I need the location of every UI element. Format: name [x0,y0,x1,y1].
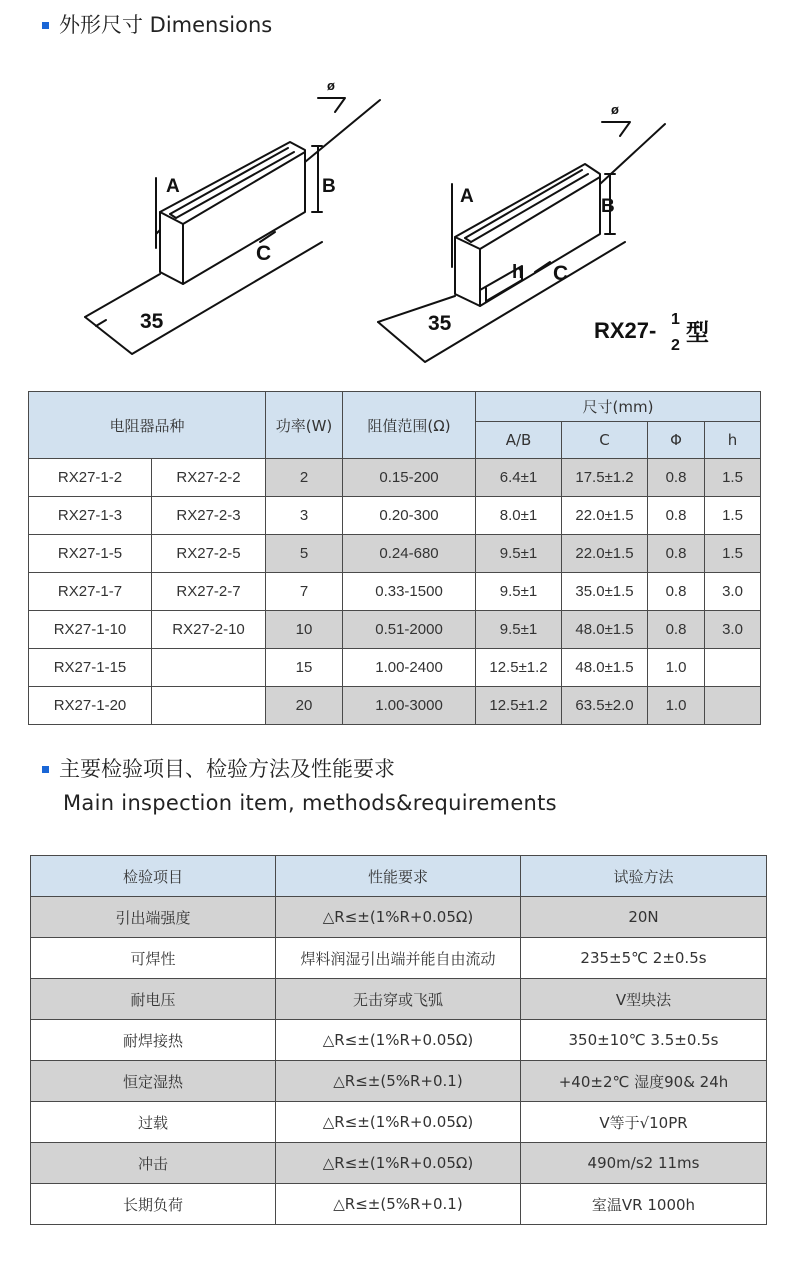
table-row [31,1143,767,1184]
table-row [31,979,767,1020]
c-cell: 48.0±1.5 [562,649,648,687]
table-row [29,459,761,497]
h-cell: 1.5 [705,497,761,535]
header-requirement: 性能要求 [276,856,521,897]
method-cell: 235±5℃ 2±0.5s [521,938,767,979]
table-row [31,1184,767,1225]
table-row [31,1061,767,1102]
section-subtitle: Main inspection item, methods&requirements [63,791,557,815]
label-c-left: C [256,242,272,265]
header-size: 尺寸(mm) [476,392,761,422]
power-cell: 3 [266,497,343,535]
item-cell: 耐焊接热 [31,1020,276,1061]
label-h-right: h [512,262,524,283]
label-a-right: A [460,186,474,207]
phi-cell: 1.0 [648,687,705,725]
model-2: RX27-2-5 [152,535,266,573]
phi-cell: 0.8 [648,459,705,497]
resistor-drawing-left [85,98,380,354]
header-h: h [705,422,761,459]
label-b-right: B [601,196,615,217]
table-row [31,938,767,979]
type-num-top: 1 [671,311,680,328]
range-cell: 0.33-1500 [343,573,476,611]
requirement-cell: △R≤±(1%R+0.05Ω) [276,897,521,938]
table-row [31,1020,767,1061]
model-1: RX27-1-5 [29,535,152,573]
section-heading-inspection [42,754,395,784]
table-row [31,897,767,938]
label-a-left: A [166,176,180,197]
table-row [29,611,761,649]
header-ab: A/B [476,422,562,459]
model-1: RX27-1-10 [29,611,152,649]
header-power: 功率(W) [266,392,343,459]
section-title: 外形尺寸 Dimensions [59,13,273,37]
requirement-cell: △R≤±(5%R+0.1) [276,1061,521,1102]
model-2: RX27-2-2 [152,459,266,497]
dimension-drawing [60,62,740,382]
power-cell: 20 [266,687,343,725]
method-cell: V等于√10PR [521,1102,767,1143]
label-35-left: 35 [140,310,164,333]
power-cell: 7 [266,573,343,611]
phi-cell: 0.8 [648,497,705,535]
inspection-table [30,855,767,1225]
header-item: 检验项目 [31,856,276,897]
h-cell [705,649,761,687]
section-heading-dimensions [42,10,272,40]
method-cell: 350±10℃ 3.5±0.5s [521,1020,767,1061]
label-35-right: 35 [428,312,452,335]
section-title: 主要检验项目、检验方法及性能要求 [59,757,395,781]
table-row [29,649,761,687]
method-cell: 室温VR 1000h [521,1184,767,1225]
model-1: RX27-1-15 [29,649,152,687]
header-resistance: 阻值范围(Ω) [343,392,476,459]
phi-cell: 0.8 [648,535,705,573]
ab-cell: 9.5±1 [476,573,562,611]
requirement-cell: △R≤±(5%R+0.1) [276,1184,521,1225]
range-cell: 1.00-3000 [343,687,476,725]
table-row [29,535,761,573]
ab-cell: 6.4±1 [476,459,562,497]
type-suffix: 型 [686,320,709,346]
label-b-left: B [322,176,336,197]
method-cell: 20N [521,897,767,938]
method-cell: V型块法 [521,979,767,1020]
item-cell: 过载 [31,1102,276,1143]
model-1: RX27-1-3 [29,497,152,535]
model-2 [152,649,266,687]
h-cell: 1.5 [705,535,761,573]
ab-cell: 8.0±1 [476,497,562,535]
model-1: RX27-1-2 [29,459,152,497]
header-c: C [562,422,648,459]
dimensions-table [28,391,761,725]
model-1: RX27-1-7 [29,573,152,611]
table-row [29,497,761,535]
method-cell: 490m/s2 11ms [521,1143,767,1184]
c-cell: 22.0±1.5 [562,535,648,573]
h-cell: 3.0 [705,573,761,611]
model-2: RX27-2-3 [152,497,266,535]
c-cell: 63.5±2.0 [562,687,648,725]
item-cell: 长期负荷 [31,1184,276,1225]
range-cell: 0.20-300 [343,497,476,535]
h-cell: 1.5 [705,459,761,497]
model-1: RX27-1-20 [29,687,152,725]
h-cell [705,687,761,725]
ab-cell: 9.5±1 [476,611,562,649]
table-row [31,1102,767,1143]
requirement-cell: △R≤±(1%R+0.05Ω) [276,1020,521,1061]
requirement-cell: 焊料润湿引出端并能自由流动 [276,938,521,979]
phi-cell: 0.8 [648,573,705,611]
c-cell: 22.0±1.5 [562,497,648,535]
method-cell: +40±2℃ 湿度90& 24h [521,1061,767,1102]
c-cell: 17.5±1.2 [562,459,648,497]
power-cell: 2 [266,459,343,497]
label-c-right: C [553,262,569,285]
ab-cell: 9.5±1 [476,535,562,573]
range-cell: 0.24-680 [343,535,476,573]
header-variety: 电阻器品种 [29,392,266,459]
requirement-cell: △R≤±(1%R+0.05Ω) [276,1102,521,1143]
phi-cell: 1.0 [648,649,705,687]
requirement-cell: △R≤±(1%R+0.05Ω) [276,1143,521,1184]
ab-cell: 12.5±1.2 [476,649,562,687]
range-cell: 1.00-2400 [343,649,476,687]
ab-cell: 12.5±1.2 [476,687,562,725]
range-cell: 0.51-2000 [343,611,476,649]
c-cell: 35.0±1.5 [562,573,648,611]
bullet-icon [42,766,49,773]
c-cell: 48.0±1.5 [562,611,648,649]
h-cell: 3.0 [705,611,761,649]
item-cell: 恒定湿热 [31,1061,276,1102]
header-phi: Φ [648,422,705,459]
range-cell: 0.15-200 [343,459,476,497]
item-cell: 引出端强度 [31,897,276,938]
table-row [29,573,761,611]
bullet-icon [42,22,49,29]
item-cell: 冲击 [31,1143,276,1184]
item-cell: 可焊性 [31,938,276,979]
power-cell: 15 [266,649,343,687]
type-prefix: RX27- [594,318,657,343]
requirement-cell: 无击穿或飞弧 [276,979,521,1020]
item-cell: 耐电压 [31,979,276,1020]
label-phi-left: ø [327,78,335,93]
model-2: RX27-2-7 [152,573,266,611]
type-num-bottom: 2 [671,337,680,354]
table-row [29,687,761,725]
model-2: RX27-2-10 [152,611,266,649]
header-method: 试验方法 [521,856,767,897]
power-cell: 10 [266,611,343,649]
label-phi-right: ø [611,102,619,117]
model-2 [152,687,266,725]
phi-cell: 0.8 [648,611,705,649]
power-cell: 5 [266,535,343,573]
